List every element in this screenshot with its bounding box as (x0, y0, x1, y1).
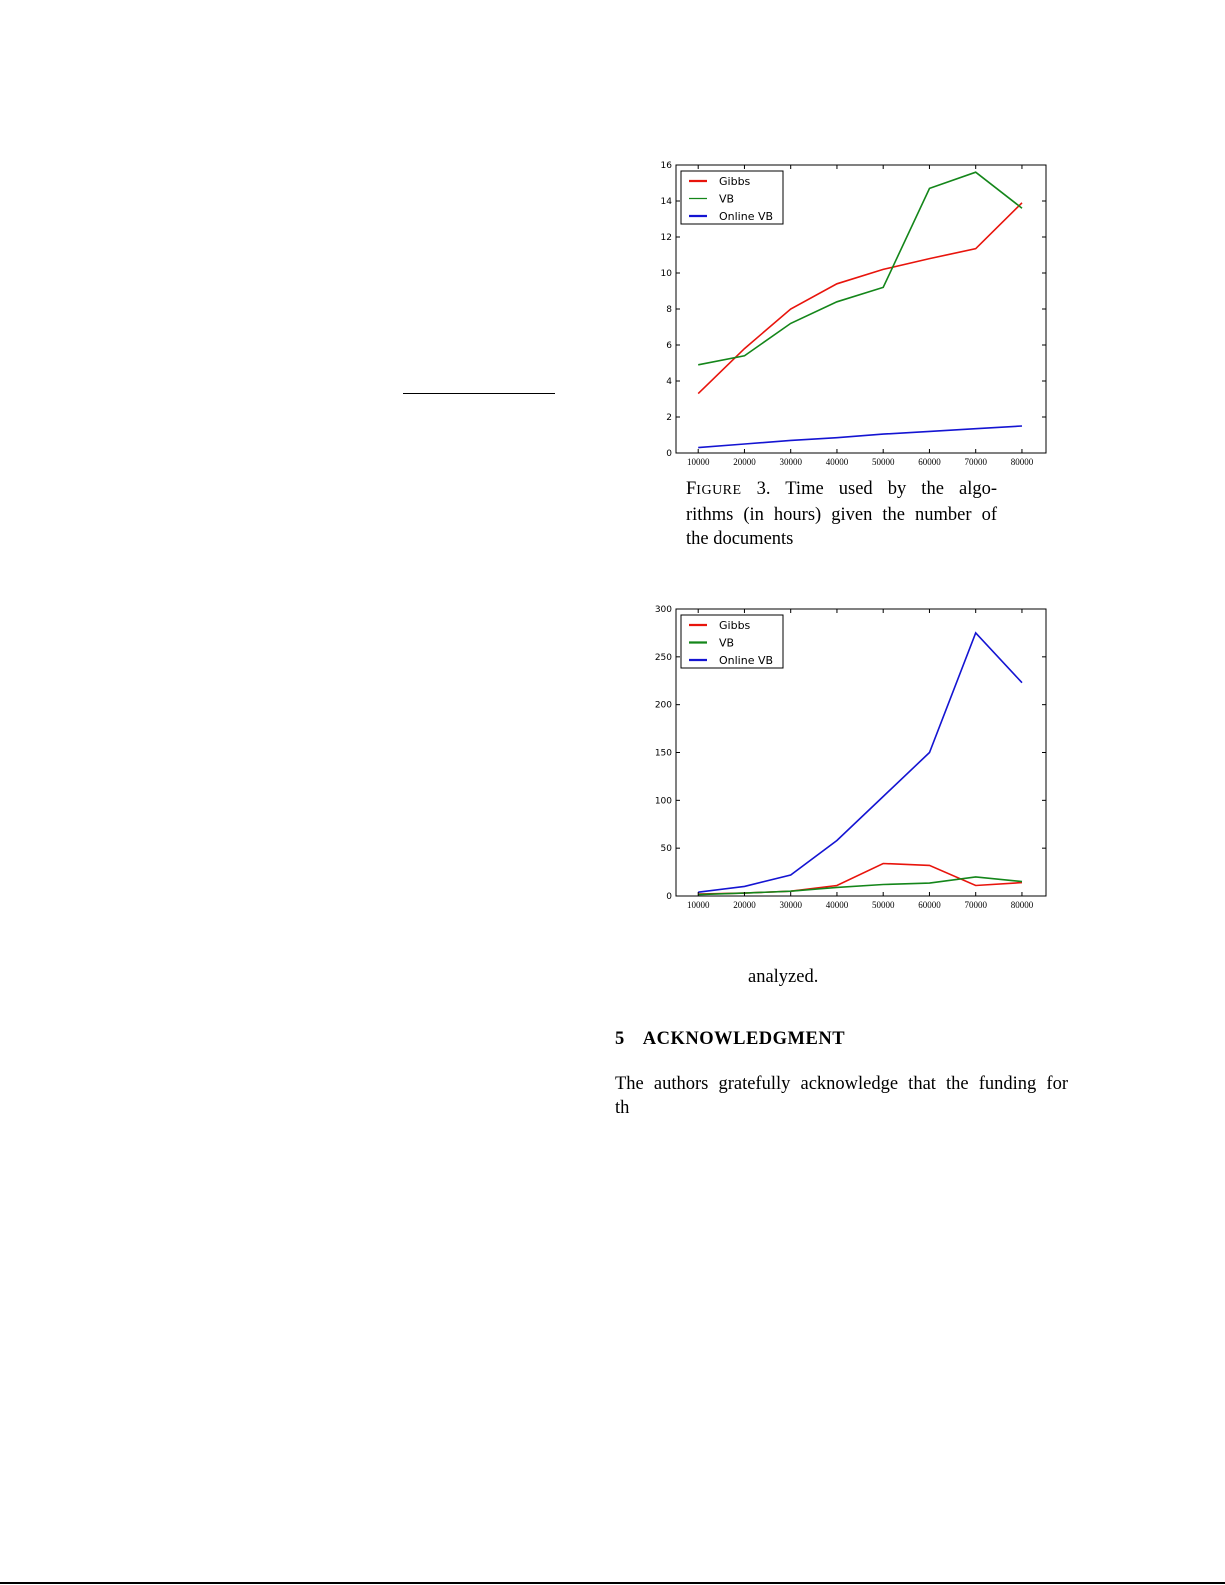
x-tick-label: 80000 (1010, 900, 1034, 910)
footnote-rule (403, 393, 555, 394)
x-tick-label: 30000 (779, 900, 802, 910)
section-number: 5 (615, 1029, 625, 1049)
y-tick-label: 8 (666, 305, 672, 315)
x-tick-label: 50000 (871, 457, 895, 467)
y-tick-label: 12 (660, 233, 672, 243)
y-tick-label: 200 (654, 700, 672, 711)
y-tick-label: 6 (666, 341, 672, 351)
y-tick-label: 16 (660, 161, 672, 171)
x-tick-label: 40000 (825, 900, 849, 910)
x-tick-label: 50000 (871, 900, 895, 910)
y-tick-label: 0 (666, 892, 672, 902)
y-tick-label: 300 (654, 605, 672, 615)
y-tick-label: 2 (666, 413, 672, 423)
x-tick-label: 10000 (686, 457, 710, 467)
series-line-gibbs (698, 203, 1022, 394)
legend-label: Gibbs (719, 175, 751, 188)
caption-line (686, 477, 997, 503)
acknowledgment-paragraph (615, 1072, 1068, 1120)
y-tick-label: 250 (654, 652, 672, 663)
y-tick-label: 4 (666, 377, 672, 387)
y-tick-label: 0 (666, 449, 672, 459)
figure-4-chart (640, 600, 1060, 920)
series-line-online-vb (698, 426, 1022, 448)
x-tick-label: 80000 (1010, 457, 1034, 467)
caption-line: rithms (in hours) given the number of (686, 505, 997, 525)
series-line-online-vb (698, 633, 1022, 892)
y-tick-label: 150 (654, 748, 672, 759)
body-text-fragment: analyzed. (748, 967, 819, 987)
legend-label: VB (719, 192, 735, 206)
y-tick-label: 100 (654, 796, 672, 807)
legend-label: Gibbs (719, 619, 751, 632)
x-tick-label: 40000 (825, 457, 849, 467)
figure-3-time-chart (640, 155, 1060, 475)
caption-line: the documents (686, 529, 794, 549)
legend-label: Online VB (719, 654, 774, 667)
section-heading (615, 1029, 845, 1050)
series-line-gibbs (698, 864, 1022, 895)
x-tick-label: 60000 (918, 900, 941, 910)
legend (681, 615, 783, 668)
x-tick-label: 20000 (733, 900, 756, 910)
legend-label: VB (719, 636, 735, 650)
paragraph-line: th (615, 1098, 630, 1118)
x-tick-label: 30000 (779, 457, 802, 467)
x-tick-label: 70000 (964, 457, 987, 467)
x-tick-label: 10000 (686, 900, 710, 910)
y-tick-label: 14 (660, 197, 672, 207)
x-tick-label: 70000 (964, 900, 987, 910)
legend (681, 171, 783, 224)
figure-number: 3. (756, 479, 771, 499)
figure-3-caption (686, 477, 997, 551)
caption-text: Time used by the algo- (785, 479, 997, 499)
y-tick-label: 10 (660, 269, 672, 279)
x-tick-label: 20000 (733, 457, 756, 467)
legend-label: Online VB (719, 210, 774, 223)
y-tick-label: 50 (660, 844, 672, 855)
section-title: ACKNOWLEDGMENT (642, 1029, 846, 1049)
paragraph-line: The authors gratefully acknowledge that the funding for (615, 1074, 1068, 1094)
figure-label-smallcaps: IGURE (696, 483, 742, 498)
figure-label-prefix: F (686, 479, 697, 499)
page-bottom-rule (0, 1582, 1225, 1584)
x-tick-label: 60000 (918, 457, 941, 467)
